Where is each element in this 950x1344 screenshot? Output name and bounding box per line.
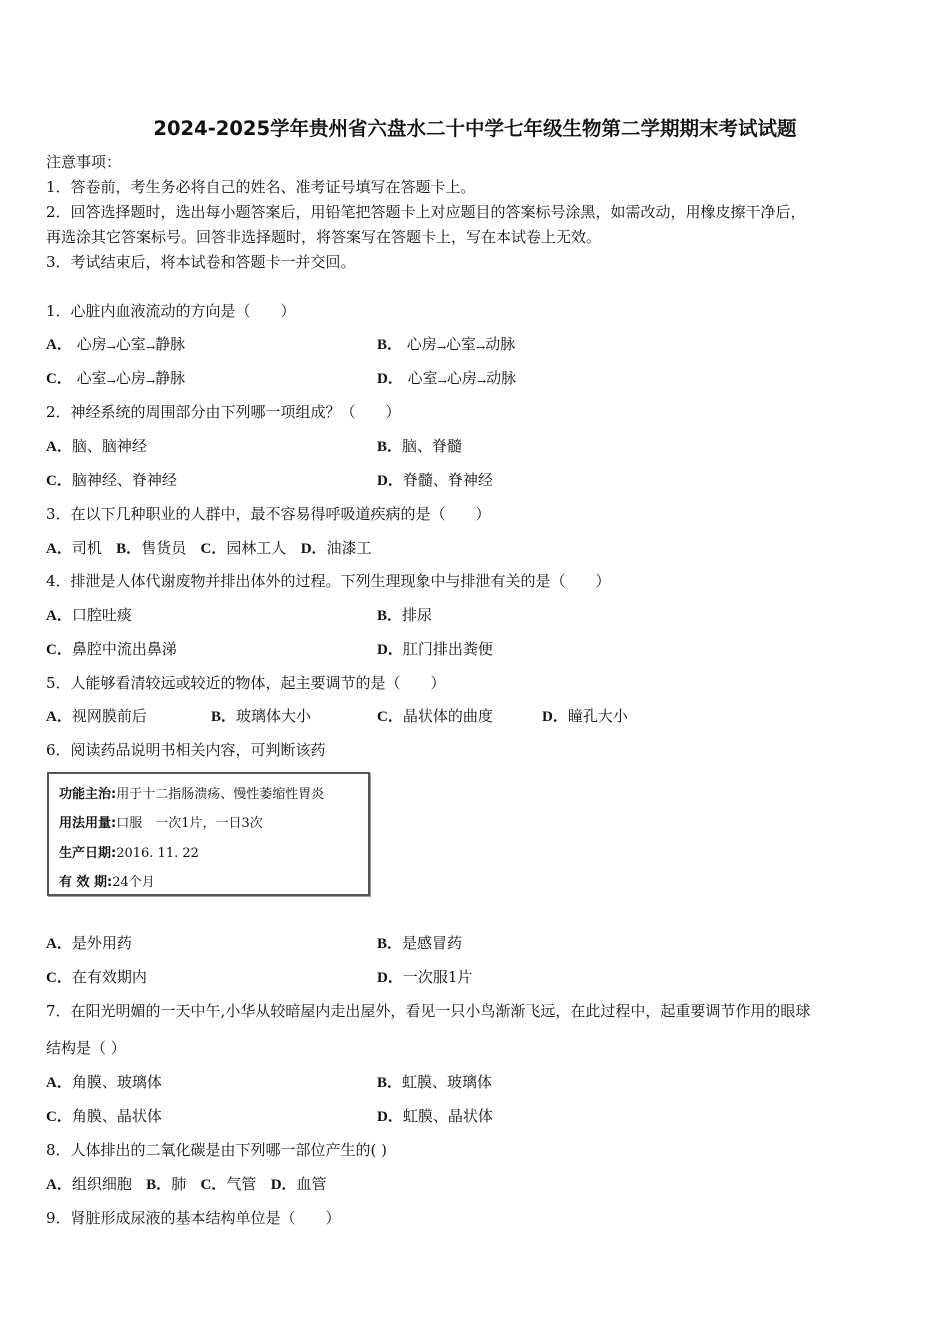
option-label: A． bbox=[46, 1075, 72, 1091]
option-label: D． bbox=[377, 473, 403, 489]
option-text: 是感冒药 bbox=[402, 934, 463, 952]
q7-option-b[interactable] bbox=[377, 1072, 492, 1093]
option-label: C． bbox=[46, 970, 72, 986]
option-label: B． bbox=[146, 1177, 172, 1193]
option-text: 虹膜、晶状体 bbox=[402, 1107, 493, 1125]
label-value: 口服 一次1片，一日3次 bbox=[116, 816, 263, 831]
label-row-expiry bbox=[59, 871, 155, 890]
option-label: B． bbox=[377, 936, 403, 952]
option-text: 油漆工 bbox=[326, 539, 372, 557]
q3-option-b[interactable] bbox=[116, 539, 186, 557]
option-part: 心房 bbox=[76, 335, 107, 353]
option-part: 心室 bbox=[115, 335, 146, 353]
q7-option-c[interactable] bbox=[46, 1106, 162, 1127]
label-key: 用法用量: bbox=[59, 816, 117, 831]
option-label: D． bbox=[377, 1109, 403, 1125]
q5-stem: 5．人能够看清较远或较近的物体，起主要调节的是（ ） bbox=[46, 674, 446, 692]
label-key: 生产日期: bbox=[59, 846, 117, 861]
q5-option-a[interactable] bbox=[46, 706, 147, 727]
label-row-function bbox=[59, 783, 324, 802]
option-label: C． bbox=[46, 642, 72, 658]
option-text: 虹膜、玻璃体 bbox=[402, 1073, 493, 1091]
option-text: 角膜、晶状体 bbox=[71, 1107, 162, 1125]
q4-option-a[interactable] bbox=[46, 605, 132, 626]
option-text: 一次服1片 bbox=[402, 968, 473, 986]
option-label: D． bbox=[377, 371, 403, 387]
arrow-icon: → bbox=[476, 375, 487, 388]
option-label: A． bbox=[46, 1177, 72, 1193]
notice-item-2-cont: 再选涂其它答案标号。回答非选择题时，将答案写在答题卡上，写在本试卷上无效。 bbox=[46, 228, 602, 246]
option-label: B． bbox=[377, 1075, 403, 1091]
option-text: 售货员 bbox=[141, 539, 187, 557]
option-label: D． bbox=[300, 541, 327, 557]
q7-option-a[interactable] bbox=[46, 1072, 162, 1093]
q6-option-d[interactable] bbox=[377, 967, 472, 988]
q8-options bbox=[46, 1174, 327, 1195]
q8-option-d[interactable] bbox=[271, 1175, 327, 1193]
option-label: D． bbox=[377, 642, 403, 658]
option-text: 组织细胞 bbox=[71, 1175, 132, 1193]
arrow-icon: → bbox=[106, 341, 116, 354]
option-part: 心室 bbox=[407, 369, 438, 387]
label-row-usage bbox=[59, 812, 263, 831]
q4-option-c[interactable] bbox=[46, 639, 177, 660]
q1-option-d[interactable] bbox=[377, 368, 516, 390]
q2-option-c[interactable] bbox=[46, 470, 177, 491]
option-label: D． bbox=[542, 709, 568, 725]
option-label: B． bbox=[377, 337, 403, 353]
option-text: 血管 bbox=[296, 1175, 327, 1193]
option-part: 心房 bbox=[115, 369, 146, 387]
q3-option-d[interactable] bbox=[301, 539, 372, 557]
q2-option-b[interactable] bbox=[377, 436, 462, 457]
q3-option-c[interactable] bbox=[201, 539, 287, 557]
option-label: C． bbox=[377, 709, 403, 725]
option-label: A． bbox=[46, 541, 72, 557]
option-label: A． bbox=[46, 709, 72, 725]
option-text: 晶状体的曲度 bbox=[402, 707, 493, 725]
q5-option-c[interactable] bbox=[377, 706, 493, 727]
option-label: C． bbox=[46, 473, 72, 489]
notice-item-1: 1．答卷前，考生务必将自己的姓名、准考证号填写在答题卡上。 bbox=[46, 178, 476, 196]
q7-option-d[interactable] bbox=[377, 1106, 493, 1127]
option-text: 肛门排出粪便 bbox=[402, 640, 493, 658]
arrow-icon: → bbox=[437, 375, 447, 388]
option-text: 口腔吐痰 bbox=[71, 606, 132, 624]
label-value: 2016. 11. 22 bbox=[116, 846, 199, 861]
q2-option-a[interactable] bbox=[46, 436, 147, 457]
option-part: 心室 bbox=[76, 369, 107, 387]
option-text: 角膜、玻璃体 bbox=[71, 1073, 162, 1091]
option-text: 肺 bbox=[171, 1175, 187, 1193]
option-label: D． bbox=[377, 970, 403, 986]
option-part: 心房 bbox=[446, 369, 477, 387]
notice-item-2: 2．回答选择题时，选出每小题答案后，用铅笔把答题卡上对应题目的答案标号涂黑，如需改动，用橡皮擦干净后， bbox=[46, 203, 806, 221]
option-label: D． bbox=[270, 1177, 297, 1193]
option-text: 脑、脊髓 bbox=[402, 437, 463, 455]
arrow-icon: → bbox=[106, 375, 116, 388]
option-part: 动脉 bbox=[485, 335, 516, 353]
option-text: 脑、脑神经 bbox=[71, 437, 147, 455]
option-text: 脊髓、脊神经 bbox=[402, 471, 493, 489]
option-part: 动脉 bbox=[486, 369, 517, 387]
q9-stem: 9．肾脏形成尿液的基本结构单位是（ ） bbox=[46, 1209, 341, 1227]
option-label: A． bbox=[46, 439, 72, 455]
option-text: 排尿 bbox=[402, 606, 433, 624]
q1-option-a[interactable] bbox=[46, 334, 185, 356]
option-text: 脑神经、脊神经 bbox=[71, 471, 177, 489]
q2-option-d[interactable] bbox=[377, 470, 493, 491]
option-label: B． bbox=[377, 439, 403, 455]
option-label: B． bbox=[211, 709, 237, 725]
label-key: 有 效 期: bbox=[59, 875, 113, 890]
page-title: 2024-2025学年贵州省六盘水二十中学七年级生物第二学期期末考试试题 bbox=[153, 117, 797, 140]
q4-option-b[interactable] bbox=[377, 605, 432, 626]
label-row-production-date bbox=[59, 842, 199, 861]
q8-option-a[interactable] bbox=[46, 1175, 132, 1193]
q8-option-c[interactable] bbox=[201, 1175, 257, 1193]
option-text: 玻璃体大小 bbox=[236, 707, 312, 725]
q4-option-d[interactable] bbox=[377, 639, 493, 660]
q3-options bbox=[46, 538, 372, 559]
arrow-icon: → bbox=[436, 341, 447, 354]
q6-option-a[interactable] bbox=[46, 933, 132, 954]
arrow-icon: → bbox=[145, 375, 156, 388]
option-text: 瞳孔大小 bbox=[567, 707, 628, 725]
option-label: C． bbox=[46, 1109, 72, 1125]
q8-option-b[interactable] bbox=[146, 1175, 186, 1193]
q6-option-c[interactable] bbox=[46, 967, 147, 988]
option-label: B． bbox=[116, 541, 142, 557]
option-text: 是外用药 bbox=[71, 934, 132, 952]
q6-stem: 6．阅读药品说明书相关内容，可判断该药 bbox=[46, 741, 326, 759]
label-value: 24个月 bbox=[112, 875, 155, 890]
option-label: B． bbox=[377, 608, 403, 624]
label-value: 用于十二指肠溃疡、慢性萎缩性胃炎 bbox=[116, 787, 325, 802]
option-text: 在有效期内 bbox=[71, 968, 147, 986]
q3-stem: 3．在以下几种职业的人群中，最不容易得呼吸道疾病的是（ ） bbox=[46, 505, 491, 523]
q6-option-b[interactable] bbox=[377, 933, 462, 954]
q4-stem: 4．排泄是人体代谢废物并排出体外的过程。下列生理现象中与排泄有关的是（ ） bbox=[46, 572, 611, 590]
option-label: C． bbox=[200, 1177, 227, 1193]
q8-stem: 8．人体排出的二氧化碳是由下列哪一部位产生的( ) bbox=[46, 1141, 388, 1159]
option-text: 园林工人 bbox=[226, 539, 287, 557]
option-label: A． bbox=[46, 608, 72, 624]
option-part: 心房 bbox=[406, 335, 437, 353]
q1-stem: 1．心脏内血液流动的方向是（ ） bbox=[46, 302, 296, 320]
option-text: 司机 bbox=[71, 539, 102, 557]
label-key: 功能主治: bbox=[59, 787, 117, 802]
q7-stem-cont: 结构是（ ） bbox=[46, 1039, 126, 1057]
option-part: 静脉 bbox=[155, 335, 186, 353]
option-label: A． bbox=[46, 936, 72, 952]
option-part: 心室 bbox=[446, 335, 477, 353]
q3-option-a[interactable] bbox=[46, 539, 102, 557]
q2-stem: 2．神经系统的周围部分由下列哪一项组成？（ ） bbox=[46, 403, 401, 421]
q5-option-b[interactable] bbox=[211, 706, 311, 727]
option-label: C． bbox=[46, 371, 72, 387]
option-text: 鼻腔中流出鼻涕 bbox=[71, 640, 177, 658]
q5-option-d[interactable] bbox=[542, 706, 628, 727]
arrow-icon: → bbox=[145, 341, 156, 354]
option-part: 静脉 bbox=[155, 369, 186, 387]
option-text: 视网膜前后 bbox=[71, 707, 147, 725]
option-text: 气管 bbox=[226, 1175, 257, 1193]
notice-item-3: 3．考试结束后，将本试卷和答题卡一并交回。 bbox=[46, 253, 356, 271]
arrow-icon: → bbox=[476, 341, 486, 354]
q1-option-c[interactable] bbox=[46, 368, 185, 390]
notice-heading: 注意事项： bbox=[46, 153, 122, 171]
q7-stem: 7．在阳光明媚的一天中午,小华从较暗屋内走出屋外，看见一只小鸟渐渐飞远，在此过程中，起重要调节作用的眼球 bbox=[46, 1002, 811, 1020]
option-label: A． bbox=[46, 337, 72, 353]
q1-option-b[interactable] bbox=[377, 334, 515, 356]
medicine-label-box bbox=[47, 772, 370, 896]
option-label: C． bbox=[200, 541, 227, 557]
